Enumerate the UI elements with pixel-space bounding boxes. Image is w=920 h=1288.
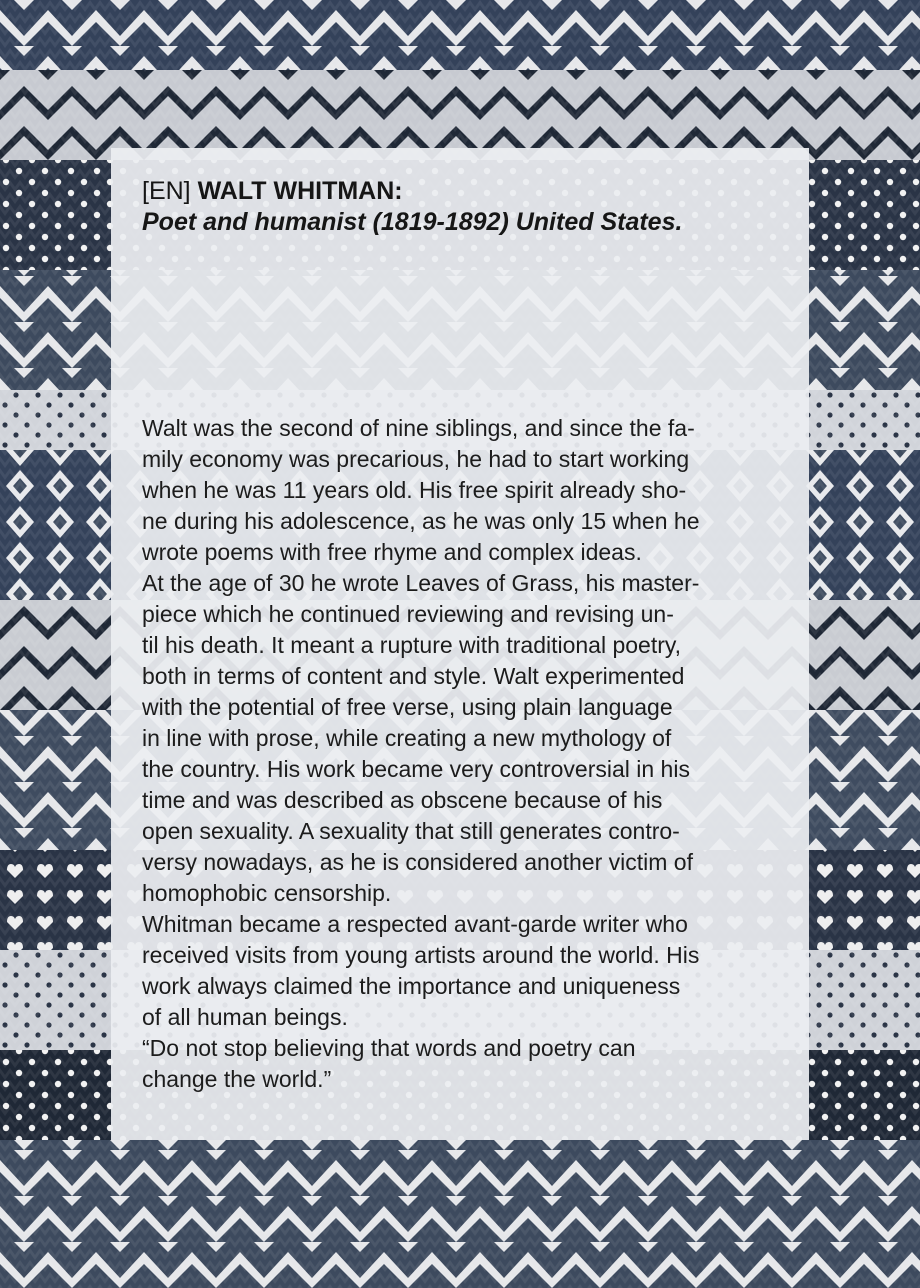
biography-line: in line with prose, while creating a new mythology of [142, 725, 672, 751]
biography-text [142, 413, 779, 1095]
poet-name: WALT WHITMAN: [197, 177, 403, 205]
biography-line: mily economy was precarious, he had to start working [142, 446, 690, 472]
biography-line: Whitman became a respected avant-garde writer who [142, 911, 688, 937]
biography-line: piece which he continued reviewing and revising un- [142, 601, 674, 627]
biography-line: open sexuality. A sexuality that still generates contro- [142, 818, 680, 844]
biography-line: the country. His work became very controversial in his [142, 756, 690, 782]
biography-line: of all human beings. [142, 1004, 348, 1030]
biography-line: Walt was the second of nine siblings, and since the fa- [142, 415, 695, 441]
biography-line: At the age of 30 he wrote Leaves of Grass, his master- [142, 570, 700, 596]
page-subtitle: Poet and humanist (1819-1892) United States. [142, 208, 683, 236]
biography-line: change the world.” [142, 1066, 332, 1092]
biography-line: wrote poems with free rhyme and complex ideas. [142, 539, 642, 565]
page-title [142, 176, 779, 206]
text-card [111, 148, 809, 1140]
biography-line: “Do not stop believing that words and poetry can [142, 1035, 636, 1061]
biography-line: received visits from young artists around the world. His [142, 942, 700, 968]
biography-line: with the potential of free verse, using plain language [142, 694, 673, 720]
biography-line: both in terms of content and style. Walt experimented [142, 663, 685, 689]
biography-line: homophobic censorship. [142, 880, 392, 906]
biography-line: til his death. It meant a rupture with traditional poetry, [142, 632, 682, 658]
biography-line: work always claimed the importance and uniqueness [142, 973, 681, 999]
biography-line: versy nowadays, as he is considered another victim of [142, 849, 693, 875]
biography-line: ne during his adolescence, as he was only 15 when he [142, 508, 700, 534]
biography-line: time and was described as obscene because of his [142, 787, 663, 813]
language-tag: [EN] [142, 177, 191, 205]
biography-line: when he was 11 years old. His free spirit already sho- [142, 477, 687, 503]
